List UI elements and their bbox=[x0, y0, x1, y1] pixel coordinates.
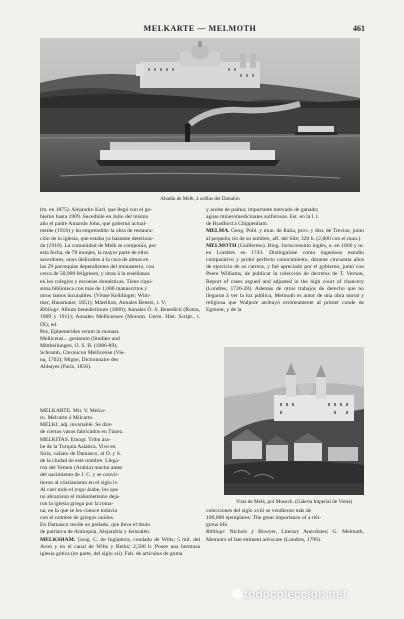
para-line: esta fecha, de 78 monjes, la mayor parte de ellos bbox=[40, 249, 149, 256]
para-line: cerca de 50,000 feligreses, y otras á la enseñanza bbox=[40, 271, 150, 278]
para-line: Al caer todo el yugo árabe, los que bbox=[40, 486, 118, 493]
para-line: en los colegios y escuelas domésticas. Tiene riquí- bbox=[40, 278, 153, 285]
running-title: MELKARTE — MELMOTH bbox=[143, 24, 257, 33]
para-line: las 29 parroquias dependientes del monasterio, con bbox=[40, 264, 155, 271]
para-line: Pez, Ephemerides rerum in monast. bbox=[40, 328, 120, 335]
para-line: na, en la que se les conoce todavía bbox=[40, 508, 118, 514]
para-line: gious life. bbox=[206, 522, 229, 529]
left-column-middle bbox=[40, 408, 220, 508]
watermark-logo-icon bbox=[232, 589, 242, 599]
para-line: no abrazaron el mahometismo deja- bbox=[40, 493, 121, 500]
para-line: del nacimiento de J. C. y se convir- bbox=[40, 472, 119, 479]
para-line: de la ciudad de este nombre. Llega- bbox=[40, 458, 120, 465]
entry-heading: MELMOTH bbox=[206, 242, 237, 249]
melk-town-illustration bbox=[224, 347, 364, 495]
bibliog-text: Nichols y Bowyer, Literary Anecdotes; G. Melmoth, Memoirs of late eminent advocate (Londres, 1796). bbox=[206, 529, 364, 543]
para-line: mer; Hausmaier, 1851); Matellion, Annales Bened., t. V; bbox=[40, 300, 167, 307]
para-line: sacerdotes, unos dedicados á la cura de almas en bbox=[40, 257, 149, 264]
bibliography bbox=[40, 307, 200, 328]
para-line: ron la iglesia griega por la roma- bbox=[40, 501, 114, 508]
para-line: MELKITAS. Etnogr. Tribu ára- bbox=[40, 436, 111, 443]
para-line: na, 1702); Migne, Dictionnaire des bbox=[40, 357, 119, 364]
para-line: con el nombre de griegos unidos. bbox=[40, 515, 115, 522]
bibliog-text: Album benedictinum (1880); Annales O. S. Benedicti (Roma, 1909 y 1911); Annales Mellicenses (Monum. Germ. Hist. Script., t. IX); ed. bbox=[40, 307, 200, 328]
watermark bbox=[232, 587, 347, 601]
para-line: ron del Yemen (Arabia) mucho antes bbox=[40, 465, 123, 472]
para-line: En Damasco reside un prelado, que lleva el título bbox=[40, 522, 151, 529]
abbey-river-illustration bbox=[40, 38, 360, 192]
para-line: mente (1916) y ha emprendido la obra de restaura- bbox=[40, 228, 154, 235]
para-line: tieron al cristianismo en el siglo iv. bbox=[40, 479, 119, 486]
entry-text: Geog. C. de Inglaterra, condado de Wilts; 5 mil. del Avon y en el canal de Wilts y Berks; 2,500 h. Posee una hermosa iglesia gótica (en parte, del siglo xii). Fab. de artículos de goma bbox=[40, 536, 200, 557]
para-line: sima biblioteca con más de 1,000 manuscritos y bbox=[40, 285, 148, 292]
left-column-bottom bbox=[40, 508, 200, 558]
bottom-photo-caption: Vista de Melk, por Munsch. (Galería Imperial de Viena) bbox=[235, 499, 353, 505]
para-line: ro. Melcarte ó Milcarto. bbox=[40, 415, 94, 422]
para-line: da (1910). La comunidad de Melk se componía, por bbox=[40, 242, 157, 249]
entry-text: Biog. Jurisconsulto inglés, n. en 1666 y m. en Londres en 1743. Distinguióse como ingenioso estudio comparativo y probó perfecto conocimiento, durante cincuenta años de ejercicio de su carrera, y fué apreciado por el gobierno, junto con Peere Williams, de publicar la colección de decretos de T. Vernon, Report of cases argued and adjusted in the high court of chancery (Londres, 1726-28). Además de otros trabajos de derecho que no llegaron á ver la luz pública, Melmoth es autor de una obra moral y religiosa que Walpole atribuyó erróneamente al primer conde de Egmont, y de la bbox=[206, 242, 364, 314]
entry-heading: MELMA. bbox=[206, 228, 230, 235]
para-line: de Bradford á Chippenham. bbox=[206, 221, 269, 228]
para-line: MELKARTE. Mit. V. Melca- bbox=[40, 408, 106, 414]
para-line: año el padre Amando John, que gobernó actual- bbox=[40, 221, 147, 228]
para-line: colecciones del siglo xviii se vendieron más de bbox=[206, 508, 312, 514]
right-column-bottom bbox=[206, 508, 364, 544]
running-header bbox=[40, 24, 365, 36]
entry-text: Geog. Pobl. y mun. de Italia, prov. y dist. de Treviso, junto al pequeño río de su nombre, afl. del Sile; 320 h. (2,800 con el mun.). bbox=[206, 228, 364, 242]
para-line: ción de la iglesia, que estaba ya bastante deteriora- bbox=[40, 235, 154, 242]
entry-melmoth bbox=[206, 243, 364, 315]
bibliog-label: Bibliogr. bbox=[40, 307, 60, 314]
top-photo-caption: Abadía de Melk, á orillas del Danubio bbox=[160, 196, 240, 202]
para-line: de ciertos vasos fabricados en Túnez. bbox=[40, 429, 124, 436]
bibliog-label: Bibliogr. bbox=[206, 529, 226, 536]
para-line: Abbayes (París, 1856). bbox=[40, 364, 92, 371]
para-line: 100,000 ejemplares: The great importance of a reli- bbox=[206, 515, 322, 522]
para-line: (m. en 1875). Alejandro Karl, que llegó con el go- bbox=[40, 207, 153, 213]
para-line: Mittheilungen, O. S. B. (1886-89); bbox=[40, 342, 118, 349]
para-line: de patriarca de Antioquía, Alejandría y Jerusalén. bbox=[40, 529, 151, 536]
para-line: aguas mineromedicinales sulfurosas. Est. en la l. t. bbox=[206, 214, 319, 221]
entry-subheading: (Guillermo). bbox=[237, 242, 267, 249]
left-column-top bbox=[40, 207, 200, 372]
para-line: be de la Turquía Asiática. Vive en bbox=[40, 443, 116, 450]
bibliography bbox=[206, 529, 364, 543]
para-line: Siria, valiato de Damasco, al O. y S. bbox=[40, 450, 122, 457]
para-line: y aceite de palma; importante mercado de ganado; bbox=[206, 207, 319, 213]
para-line: Mellicensi... gestarum (Studien und bbox=[40, 335, 120, 342]
watermark-text: todocoleccion.net bbox=[244, 587, 347, 601]
right-column-top bbox=[206, 207, 364, 314]
page-number: 461 bbox=[353, 24, 365, 33]
entry-melksham bbox=[40, 537, 200, 558]
entry-melma bbox=[206, 228, 364, 242]
para-line: bierno hasta 1909. Sucedióle en Julio del mismo bbox=[40, 214, 149, 221]
para-line: Schramb, Chronicon Mellicense (Vie- bbox=[40, 350, 126, 357]
melk-view-photo bbox=[224, 347, 364, 495]
entry-heading: MELKSHAM. bbox=[40, 536, 76, 543]
para-line: otros tantos incunables. (Véase Keiblinger; Wim- bbox=[40, 292, 151, 299]
abbey-photo bbox=[40, 38, 360, 192]
para-line: MELKI. adj. invariable. Se dice bbox=[40, 422, 112, 429]
